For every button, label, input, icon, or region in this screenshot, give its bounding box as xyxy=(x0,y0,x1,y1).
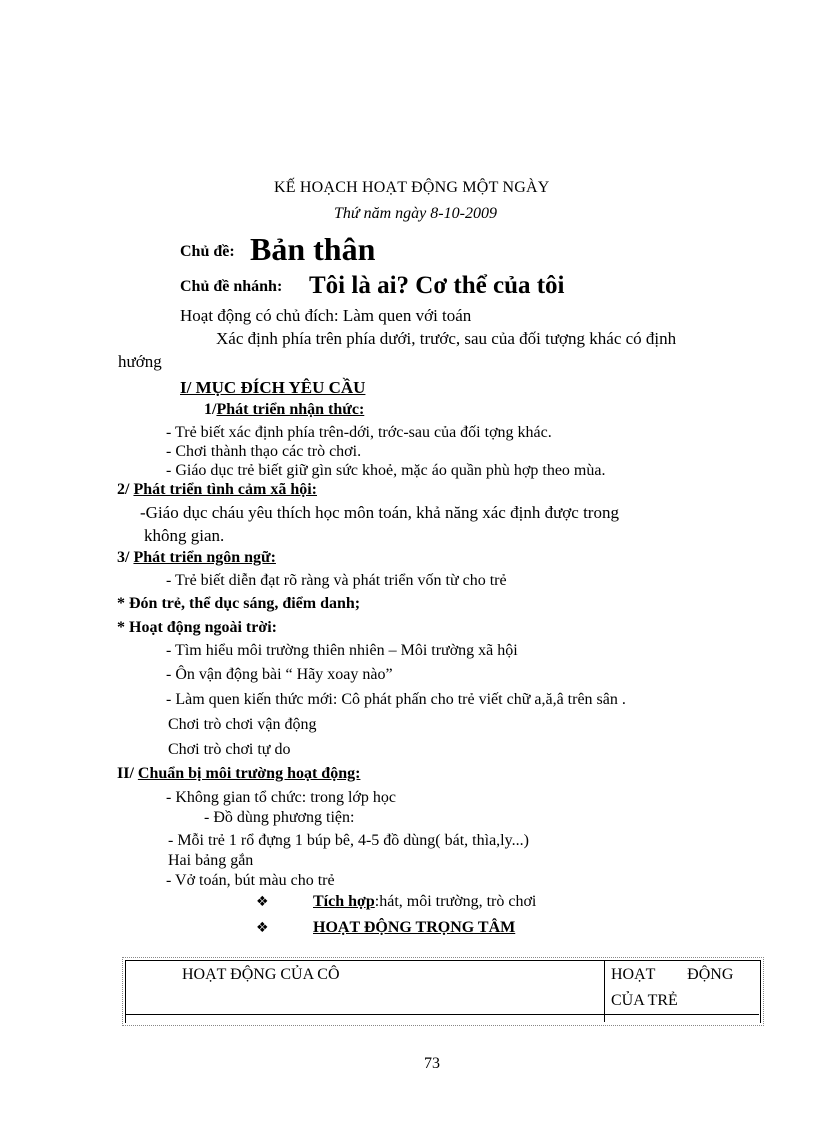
outdoor-item-3: - Làm quen kiến thức mới: Cô phát phấn cho trẻ viết chữ a,ă,â trên sân . xyxy=(166,691,626,708)
central-bullet-icon: ❖ xyxy=(256,920,269,936)
outdoor-item-2: - Ôn vận động bài “ Hãy xoay nào” xyxy=(166,666,393,683)
section-1-sub2-heading xyxy=(117,482,317,498)
section-1-heading: I/ MỤC ĐÍCH YÊU CẦU xyxy=(180,378,366,397)
table-row-divider xyxy=(125,1014,759,1015)
section-2-heading-text: Chuẩn bị môi trường hoạt động: xyxy=(137,765,361,782)
cognitive-item-3: - Giáo dục trẻ biết giữ gìn sức khoẻ, mặc áo quần phù hợp theo mùa. xyxy=(166,462,606,479)
integration-label: Tích hợp xyxy=(313,893,375,910)
section-2-prefix: II/ xyxy=(117,765,138,782)
sub1-prefix: 1/ xyxy=(204,401,217,418)
env-item-4: Hai bảng gắn xyxy=(168,852,254,869)
topic-value: Bản thân xyxy=(250,231,376,267)
env-item-3: - Mỗi trẻ 1 rổ đựng 1 búp bê, 4-5 đồ dùng( bát, thìa,ly...) xyxy=(168,832,529,849)
cognitive-item-2: - Chơi thành thạo các trò chơi. xyxy=(166,443,362,460)
language-item: - Trẻ biết diễn đạt rõ ràng và phát triển vốn từ cho trẻ xyxy=(166,572,507,589)
document-date: Thứ năm ngày 8-10-2009 xyxy=(334,205,497,222)
sub2-prefix: 2/ xyxy=(117,481,134,498)
activity-description-line2: hướng xyxy=(118,352,162,371)
section-1-sub3-heading xyxy=(117,550,276,566)
outdoor-play-1: Chơi trò chơi vận động xyxy=(168,716,317,733)
subtopic-value: Tôi là ai? Cơ thể của tôi xyxy=(309,272,565,299)
activity-line: Hoạt động có chủ đích: Làm quen với toán xyxy=(180,306,472,325)
integration-line xyxy=(313,894,536,910)
section-1-sub1-heading xyxy=(204,402,364,418)
welcome-line: * Đón trẻ, thể dục sáng, điểm danh; xyxy=(117,595,361,612)
outdoor-heading: * Hoạt động ngoài trời: xyxy=(117,619,277,636)
table-column-divider xyxy=(604,960,605,1022)
social-item-line1: -Giáo dục cháu yêu thích học môn toán, khả năng xác định được trong xyxy=(140,503,619,522)
outdoor-item-1: - Tìm hiểu môi trường thiên nhiên – Môi trường xã hội xyxy=(166,642,518,659)
integration-bullet-icon: ❖ xyxy=(256,894,269,910)
page-number: 73 xyxy=(424,1055,440,1072)
env-item-5: - Vở toán, bút màu cho trẻ xyxy=(166,872,335,889)
table-header-child-line2: CỦA TRẺ xyxy=(611,992,678,1009)
env-item-1: - Không gian tổ chức: trong lớp học xyxy=(166,789,396,806)
env-item-2: - Đồ dùng phương tiện: xyxy=(204,809,355,826)
topic-label: Chủ đề: xyxy=(180,243,235,260)
social-item-line2: không gian. xyxy=(144,526,225,545)
sub3-prefix: 3/ xyxy=(117,549,134,566)
integration-text: :hát, môi trường, trò chơi xyxy=(374,893,537,910)
sub2-heading-text: Phát triển tình cảm xã hội: xyxy=(133,481,317,498)
activity-description-line1: Xác định phía trên phía dưới, trước, sau của đối tượng khác có định xyxy=(216,329,677,348)
central-activity-heading: HOẠT ĐỘNG TRỌNG TÂM xyxy=(313,919,516,936)
cognitive-item-1: - Trẻ biết xác định phía trên-dới, trớc-sau của đối tợng khác. xyxy=(166,424,552,441)
sub3-heading-text: Phát triển ngôn ngữ: xyxy=(133,549,276,566)
table-header-child-line1: HOẠT ĐỘNG xyxy=(611,966,734,983)
table-header-teacher: HOẠT ĐỘNG CỦA CÔ xyxy=(182,966,340,983)
document-title: KẾ HOẠCH HOẠT ĐỘNG MỘT NGÀY xyxy=(274,179,550,196)
section-2-heading xyxy=(117,766,360,782)
subtopic-label: Chủ đề nhánh: xyxy=(180,278,283,295)
outdoor-play-2: Chơi trò chơi tự do xyxy=(168,741,291,758)
sub1-heading-text: Phát triển nhận thức: xyxy=(216,401,365,418)
